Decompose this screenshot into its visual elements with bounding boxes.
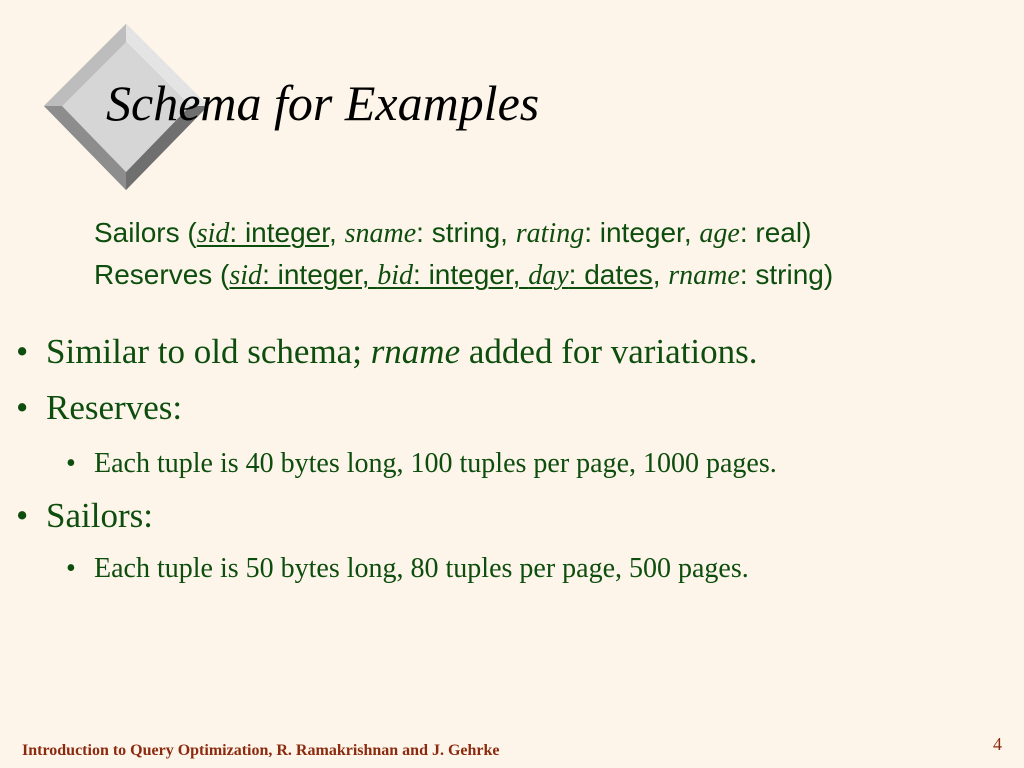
reserves-key: sid: integer, bid: integer, day: dates	[229, 259, 653, 291]
footer-citation: Introduction to Query Optimization, R. Ramakrishnan and J. Gehrke	[22, 742, 500, 759]
sub-bullet-item: • Each tuple is 40 bytes long, 100 tuples per page, 1000 pages.	[66, 448, 777, 479]
sailors-prefix: Sailors (	[94, 217, 197, 248]
bullet-item: • Similar to old schema; rname added for variations.	[16, 332, 758, 371]
page-number: 4	[993, 734, 1002, 754]
reserves-schema-line: Reserves (sid: integer, bid: integer, day: dates, rname: string)	[94, 259, 834, 291]
reserves-prefix: Reserves (	[94, 259, 230, 290]
age-attr: age	[699, 218, 740, 249]
rname-attr: rname	[668, 260, 740, 291]
bullet-item: • Sailors:	[16, 496, 153, 535]
bullet-icon: •	[16, 332, 29, 371]
slide-title: Schema for Examples	[106, 75, 540, 131]
bullet-icon: •	[16, 388, 29, 427]
schema-block	[94, 212, 833, 296]
sub-bullet-item: • Each tuple is 50 bytes long, 80 tuples per page, 500 pages.	[66, 553, 749, 584]
bullet-icon: •	[66, 553, 76, 584]
bullet-icon: •	[16, 496, 29, 535]
sailors-schema-line: Sailors (sid: integer, sname: string, rating: integer, age: real)	[94, 217, 812, 249]
sailors-key: sid: integer	[196, 217, 330, 249]
bullet-icon: •	[66, 448, 76, 479]
bullet-item: • Reserves:	[16, 388, 183, 427]
sname-attr: sname	[344, 218, 417, 249]
rating-attr: rating	[515, 218, 585, 249]
